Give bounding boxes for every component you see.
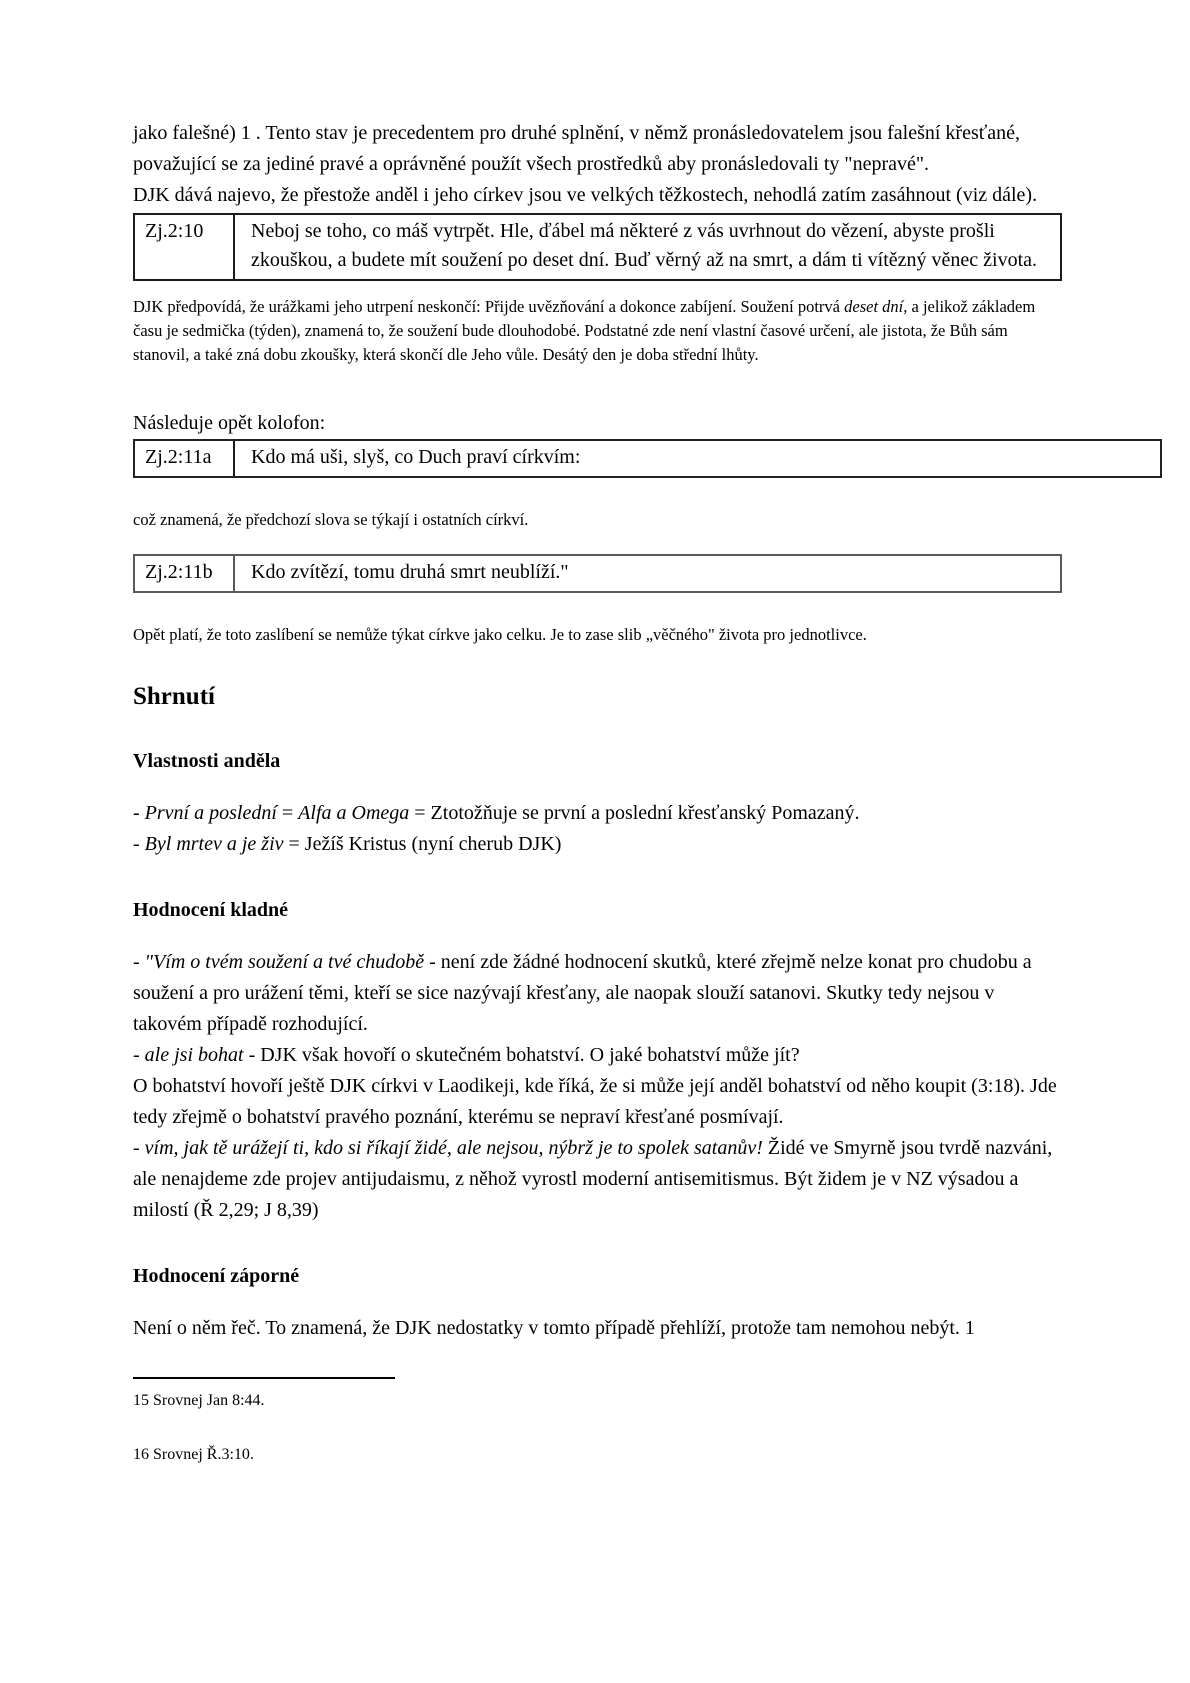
angel-line-1-italic-a: První a poslední [144, 802, 277, 824]
heading-shrnuti: Shrnutí [133, 683, 215, 710]
verse-ref-zj-2-11a: Zj.2:11a [135, 441, 235, 476]
positive-point-3 [133, 1133, 1062, 1226]
verse-text-zj-2-10: Neboj se toho, co máš vytrpět. Hle, ďábel má některé z vás uvrhnout do vězení, abyste prošli zkouškou, a budete mít soužení po deset dní. Buď věrný až na smrt, a dám ti vítězný věnec života. [251, 220, 1038, 271]
commentary-souzeni [133, 295, 1062, 367]
footnote-16: 16 Srovnej Ř.3:10. [133, 1446, 254, 1463]
positive-point-1-italic: "Vím o tvém soužení a tvé chudobě [144, 951, 425, 973]
commentary-souzeni-italic: deset dní, [844, 297, 908, 316]
positive-point-2-continued: O bohatství hovoří ještě DJK církvi v Laodikeji, kde říká, že si může její anděl bohatství od něho koupit (3:18). Jde tedy zřejmě o bohatství pravého poznání, kterému se nepraví křesťané posmívají. [133, 1075, 1057, 1128]
verse-table-zj-2-10 [133, 213, 1062, 281]
commentary-zaslibeni: Opět platí, že toto zaslíbení se nemůže týkat církve jako celku. Je to zase slib „věčného" života pro jednotlivce. [133, 625, 867, 644]
positive-point-2-text: - DJK však hovoří o skutečném bohatství. O jaké bohatství může jít? [243, 1044, 800, 1066]
verse-table-zj-2-11b [133, 554, 1062, 593]
angel-line-2 [133, 829, 1062, 860]
heading-vlastnosti-andela: Vlastnosti anděla [133, 750, 281, 772]
positive-point-1-text: - není zde žádné hodnocení skutků, které zřejmě nelze konat pro chudobu a soužení a pro urážení těmi, kteří se sice nazývají křesťany, ale naopak slouží satanovi. Skutky tedy nejsou v takovém případě rozhodující. [133, 951, 1032, 1035]
dash: - [133, 1137, 145, 1159]
positive-point-3-italic: vím, jak tě urážejí ti, kdo si říkají židé, ale nejsou, nýbrž je to spolek satanův! [144, 1137, 763, 1159]
verse-text-zj-2-11a: Kdo má uši, slyš, co Duch praví církvím: [251, 446, 581, 468]
page-content [133, 118, 1062, 1465]
commentary-souzeni-seg: a jelikož základem času je sedmička (týden), znamená to, že soužení bude dlouhodobé. Podstatné zde není vlastní časové určení, ale jistota, že Bůh sám stanovil, a také zná dobu zkoušky, která skončí dle Jeho vůle. Desátý den je doba střední lhůty. [133, 297, 1036, 364]
equals: = [276, 802, 299, 824]
commentary-souzeni-seg: DJK předpovídá, že urážkami jeho utrpení neskončí: Přijde uvězňování a dokonce zabíjení. Soužení potrvá [133, 297, 845, 316]
heading-hodnoceni-zaporne: Hodnocení záporné [133, 1265, 300, 1287]
dash: - [133, 833, 145, 855]
verse-text-zj-2-11b: Kdo zvítězí, tomu druhá smrt neublíží." [251, 561, 569, 583]
verse-ref-zj-2-11b: Zj.2:11b [135, 556, 235, 591]
kolofon-lead: Následuje opět kolofon: [133, 412, 326, 434]
verse-ref-zj-2-10: Zj.2:10 [135, 215, 235, 279]
angel-properties-list [133, 798, 1062, 860]
positive-point-2 [133, 1040, 1062, 1071]
angel-line-1 [133, 798, 1062, 829]
verse-table-zj-2-11a [133, 439, 1162, 478]
djk-note-paragraph: DJK dává najevo, že přestože anděl i jeho církev jsou ve velkých těžkostech, nehodlá zatím zasáhnout (viz dále). [133, 184, 1038, 206]
footnote-separator [133, 1377, 395, 1379]
positive-point-1 [133, 947, 1062, 1040]
dash: - [133, 1044, 145, 1066]
angel-line-1-text: = Ztotožňuje se první a poslední křesťanský Pomazaný. [409, 802, 860, 824]
commentary-cirkve: což znamená, že předchozí slova se týkají i ostatních církví. [133, 510, 529, 529]
angel-line-1-italic-b: Alfa a Omega [298, 802, 410, 824]
positive-evaluation-block [133, 947, 1062, 1226]
positive-point-2-italic: ale jsi bohat [144, 1044, 244, 1066]
angel-line-2-italic: Byl mrtev a je živ [144, 833, 284, 855]
intro-paragraph: jako falešné) 1 . Tento stav je precedentem pro druhé splnění, v němž pronásledovatelem jsou falešní křesťané, považující se za jediné pravé a oprávněné použít všech prostředků aby pronásledovali ty "nepravé". [133, 122, 1021, 175]
heading-hodnoceni-kladne: Hodnocení kladné [133, 899, 289, 921]
positive-point-3-text: Židé ve Smyrně jsou tvrdě nazváni, ale nenajdeme zde projev antijudaismu, z něhož vyrostl moderní antisemitismus. Být židem je v NZ výsadou a milostí (Ř 2,29; J 8,39) [133, 1137, 1053, 1221]
angel-line-2-text: = Ježíš Kristus (nyní cherub DJK) [283, 833, 562, 855]
dash: - [133, 951, 145, 973]
dash: - [133, 802, 145, 824]
footnote-15: 15 Srovnej Jan 8:44. [133, 1392, 265, 1409]
negative-paragraph: Není o něm řeč. To znamená, že DJK nedostatky v tomto případě přehlíží, protože tam nemohou nebýt. 1 [133, 1317, 975, 1339]
